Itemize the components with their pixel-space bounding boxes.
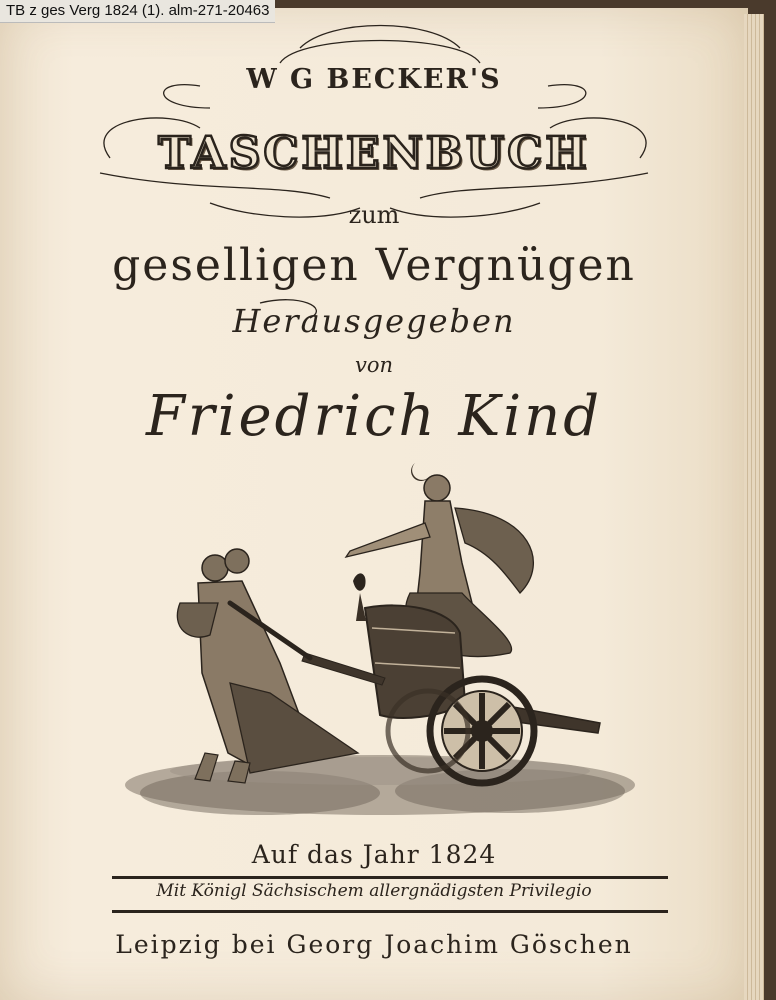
main-title: TASCHENBUCH [158, 128, 590, 179]
horizontal-rule-top [112, 876, 668, 879]
privilege-line: Mit Königl Sächsischem allergnädigsten Privilegio [156, 881, 592, 901]
editor-name: Friedrich Kind [145, 384, 603, 449]
herausgegeben-text: Herausgegeben [232, 302, 516, 340]
image-caption: TB z ges Verg 1824 (1). alm-271-20463 [0, 0, 275, 23]
subtitle: geselligen Vergnügen [112, 240, 636, 291]
goddess-chariot-illustration [110, 453, 640, 833]
publisher-line: Leipzig bei Georg Joachim Göschen [115, 930, 633, 959]
title-page [0, 8, 748, 1000]
page-stack-edges [744, 14, 764, 1000]
year-line: Auf das Jahr 1824 [251, 840, 497, 869]
von-text: von [354, 353, 394, 377]
horizontal-rule-bottom [112, 910, 668, 913]
zum-text: zum [348, 201, 400, 229]
editor-line: W G BECKER'S [246, 64, 502, 95]
